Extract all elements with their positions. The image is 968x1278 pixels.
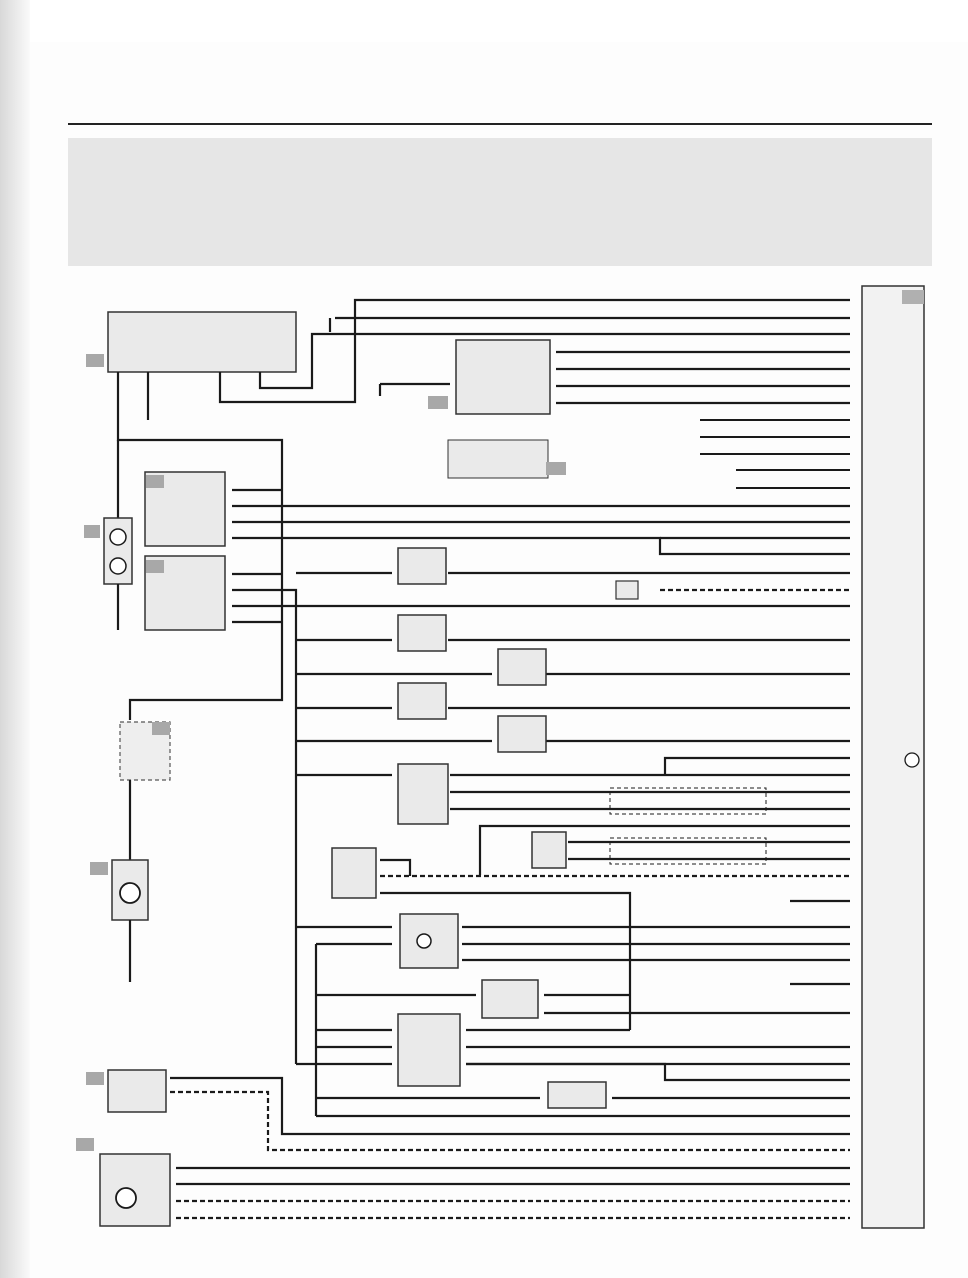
wire-robl-bus [232, 590, 296, 1064]
wire-o2-out [450, 758, 850, 775]
idle-motor-circle [116, 1188, 136, 1208]
wire-knock-2 [170, 1092, 850, 1150]
knock-sensor-body [108, 1070, 166, 1112]
injector-1-body [498, 649, 546, 685]
wire-idle-2 [176, 1201, 850, 1218]
wire-tps-out [544, 995, 850, 1013]
tag-bg [84, 525, 100, 538]
tag-bg [90, 862, 108, 875]
camshaft-sensor-body [332, 848, 376, 898]
egr-valve-body [398, 1014, 460, 1086]
injector-2-body [398, 683, 446, 719]
tag-bg [146, 560, 164, 573]
throttle-position-sensor-body [482, 980, 538, 1018]
maf-sensor-symbol [417, 934, 431, 948]
ignition-switch-body [108, 312, 296, 372]
coolant-sensor-body [548, 1082, 606, 1108]
tag-bg [546, 462, 566, 475]
ignition-coil-body [456, 340, 550, 414]
wire-knock-1 [170, 1078, 850, 1134]
tag-bg [86, 1072, 104, 1085]
injector-4-body [398, 615, 446, 651]
wire-maf-in [296, 927, 392, 944]
battery-minus-terminal [110, 558, 126, 574]
wire-maf-out [462, 927, 850, 960]
spark-plugs-body [448, 440, 548, 478]
wire-egr-out [466, 1047, 850, 1064]
fuel-pump-motor-circle [120, 883, 140, 903]
wire-idle-1 [176, 1168, 850, 1184]
tag-bg [146, 475, 164, 488]
tag-bg [86, 354, 104, 367]
wires-aircon [700, 420, 850, 454]
wire-cam-1 [380, 860, 410, 876]
oxygen-sensor-body [398, 764, 448, 824]
wire-robl-x67-17 [232, 538, 850, 554]
wire-o2-signal [450, 792, 850, 809]
ecu-tag-bg [902, 290, 924, 304]
tag-bg [152, 722, 170, 735]
tank-vent-valve-body [398, 548, 446, 584]
ecu-ground-symbol [905, 753, 919, 767]
battery-plus-terminal [110, 529, 126, 545]
diagnostic-connector-body [616, 581, 638, 599]
wire-egr-in [296, 1030, 392, 1064]
tag-bg [428, 396, 448, 409]
idle-stepper-body [100, 1154, 170, 1226]
wires-auto-trans [736, 470, 850, 488]
wire-sw-x67-8 [260, 334, 850, 388]
wire-egr-brgr [466, 1064, 850, 1080]
tag-bg [76, 1138, 94, 1151]
crankshaft-sensor-body [532, 832, 566, 868]
injector-3-body [498, 716, 546, 752]
